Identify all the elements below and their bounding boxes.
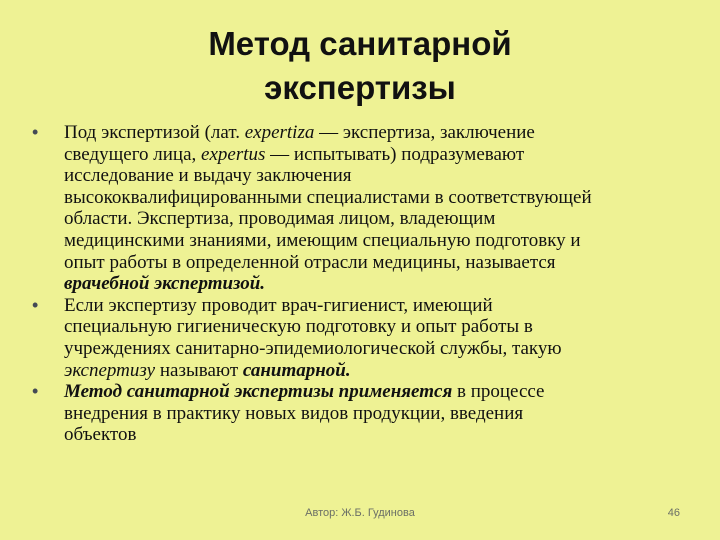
text-run: Если экспертизу проводит врач-гигиенист, имеющий (64, 294, 493, 316)
bullet-line (64, 122, 692, 144)
bullet-line (64, 144, 692, 166)
bullet-dot-icon: • (32, 294, 39, 315)
text-run: санитарной. (242, 359, 351, 381)
text-run: называют (155, 359, 243, 381)
text-run: сведущего лица, (64, 143, 202, 165)
text-run: экспертизу (64, 359, 156, 381)
text-run: специальную гигиеническую подготовку и опыт работы в (64, 316, 533, 338)
bullet-line (64, 165, 692, 187)
bullet-line (64, 230, 692, 252)
bullet-item (20, 381, 692, 446)
bullet-line (64, 252, 692, 274)
bullet-line (64, 273, 692, 295)
text-run: учреждениях санитарно-эпидемиологической службы, такую (64, 337, 562, 359)
bullet-line (64, 316, 692, 338)
bullet-line (64, 424, 692, 446)
text-run: expertiza (244, 122, 315, 143)
bullet-item (20, 122, 692, 295)
text-run: медицинскими знаниями, имеющим специальную подготовку и (64, 229, 581, 251)
text-run: — испытывать) подразумевают (265, 143, 525, 165)
text-run: Метод санитарной экспертизы применяется (64, 381, 453, 403)
text-run: объектов (64, 424, 137, 446)
footer-author: Автор: Ж.Б. Гудинова (305, 507, 415, 519)
page-number: 46 (667, 507, 680, 519)
slide-body-text (20, 122, 692, 446)
text-run: высококвалифицированными специалистами в соответствующей (64, 186, 592, 208)
text-run: области. Экспертиза, проводимая лицом, владеющим (64, 208, 496, 230)
bullet-dot-icon: • (32, 381, 39, 402)
bullet-line (64, 208, 692, 230)
text-run: опыт работы в определенной отрасли медицины, называется (64, 251, 556, 273)
bullet-dot-icon: • (32, 122, 39, 142)
text-run: — экспертиза, заключение (314, 122, 535, 143)
text-run: внедрения в практику новых видов продукции, введения (64, 402, 524, 424)
slide-title (80, 22, 640, 110)
bullet-line (64, 187, 692, 209)
slide-title-line-2: экспертизы (264, 69, 456, 106)
text-run: в процессе (452, 381, 545, 403)
text-run: врачебной экспертизой. (64, 273, 266, 295)
bullet-line (64, 295, 692, 317)
text-run: expertus (201, 143, 266, 165)
text-run: исследование и выдачу заключения (64, 165, 352, 187)
bullet-line (64, 381, 692, 403)
bullet-line (64, 360, 692, 382)
slide-title-line-1: Метод санитарной (208, 25, 512, 62)
text-run: Под экспертизой (лат. (64, 122, 245, 143)
bullet-line (64, 403, 692, 425)
bullet-line (64, 338, 692, 360)
bullet-item (20, 295, 692, 381)
